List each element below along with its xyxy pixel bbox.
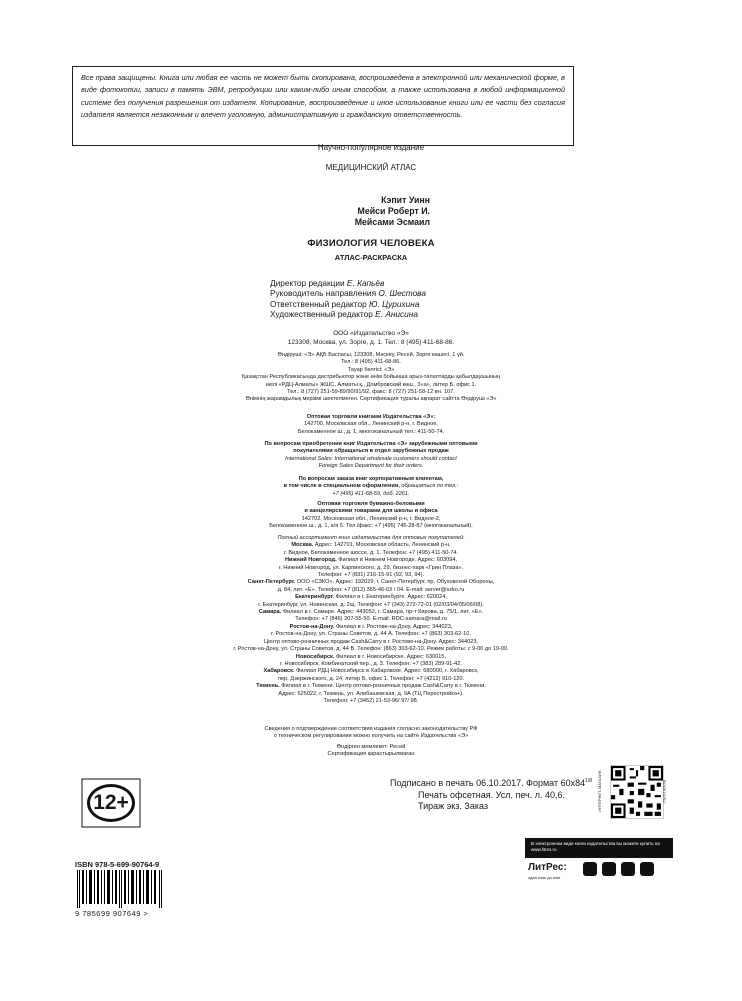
rights-notice xyxy=(72,66,574,146)
age-rating-text: 12+ xyxy=(93,791,129,814)
store-icons xyxy=(583,862,654,876)
ean-number: 9 785699 907649 > xyxy=(75,909,149,918)
wholesale-block: Оптовая торговля книгами Издательства «Э»: 142700, Московская обл., Ленинский р-н, г. Видное, Белокаменное ш., д. 1, многоканальный тел.: 411-50-74. xyxy=(297,414,445,435)
android-store-icon[interactable] xyxy=(602,862,616,876)
distributor-novosibirsk: Новосибирск. Филиал в г. Новосибирске. Адрес: 630015, г. Новосибирск, Комбинатский пер., д. 3. Телефон: +7 (383) 289-91-42. xyxy=(280,653,462,667)
qr-caption-left: ИНТЕРНЕТ-МАГАЗИН xyxy=(597,770,602,812)
foreign-sales-block: По вопросам приобретения книг Издательства «Э» зарубежными оптовыми покупателями обращаться в отдел зарубежных продаж International Sales: International wholesale customers should contact Foreign Sales Department for their orders. xyxy=(264,441,478,470)
staff-line: Художественный редактор Е. Анисина xyxy=(270,309,418,320)
edition-type: Научно-популярное издание xyxy=(317,143,425,152)
rights-notice-text: Все права защищены. Книга или любая ее часть не может быть скопирована, воспроизведена в электронной или механической форме, в виде фотокопии, записи в память ЭВМ, репродукции или каким-либо иным способом, а также использована в любой информационной системе без получения разрешения от издателя. Копирование, воспроизведение и иное использование книги или ее части без согласия издателя является незаконным и влечет уголовную, административную и гражданскую ответственность. xyxy=(81,73,565,120)
author: Кэпит Уинн xyxy=(381,195,430,205)
conformity-block: Сведения о подтверждении соответствия издания согласно законодательству РФ о техническом регулировании можно получить на сайте Издательства «Э» xyxy=(264,726,478,740)
windows-phone-icon[interactable] xyxy=(640,862,654,876)
litres-banner[interactable] xyxy=(525,838,673,858)
litres-logo[interactable]: ЛитРес: xyxy=(528,862,567,873)
distributor-nnovgorod: Нижний Новгород. Филиал в Нижнем Новгороде. Адрес: 603094, г. Нижний Новгород, ул. Карпинского, д. 29, бизнес-парк «Грин Плаза». Телефон: +7 (831) 216-15-91 (92, 93, 94). xyxy=(278,557,464,579)
corporate-block: По вопросам заказа книг корпоративным клиентам, в том числе в специальном оформлении, обращаться по тел.: +7 (495) 411-68-59, доб. 2261. xyxy=(283,476,459,497)
publisher-block xyxy=(0,329,742,347)
apple-store-icon[interactable] xyxy=(583,862,597,876)
publisher-name: ООО «Издательство «Э» xyxy=(333,330,409,337)
series-name: МЕДИЦИНСКИЙ АТЛАС xyxy=(325,163,417,172)
stationery-block: Оптовая торговля бумажно-беловыми и канцелярскими товарами для школы и офиса 142702, Московская обл., Ленинский р-н, г. Видное-2, Белокаменное ш., д. 1, а/я 5. Тел./факс: +7 (495) 745-28-87 (многоканальный). xyxy=(269,501,473,530)
windows-store-icon[interactable] xyxy=(621,862,635,876)
distributors-block xyxy=(0,535,742,705)
distributor-rostov: Ростов-на-Дону. Филиал в г. Ростове-на-Дону. Адрес: 344023, г. Ростов-на-Дону, ул. Страны Советов, д. 44 А. Телефон: +7 (863) 303-62-10. Центр оптово-розничных продаж Cash&Carry в г. Ростове-на-Дону. Адрес: 344023, г. Ростов-на-Дону, ул. Страны Советов, д. 44 В. Телефон: (863) 303-62-10. Режим работы: с 9-00 до 19-00. xyxy=(233,623,509,653)
kz-block: Өндіруші: «Э» АҚБ Баспасы, 123308, Мәскеу, Ресей, Зорге көшесі, 1 үй. Тел.: 8 (495) 411-68-86. Тауар белгісі: «Э» Қазақстан Республикасында дистрибьютор және өнім бойынша арыз-талаптарды қабылдаушының өкілі «РДЦ-Алматы» ЖШС, Алматы қ., Домбровский көш., 3«а», литер Б, офис 1. Тел.: 8 (727) 251-59-89/90/91/92, факс: 8 (727) 251-58-12 вн. 107. Өнімнің жарамдылық мерзімі шектелмеген. Сертификация туралы ақпарат сайтта Өндіруші «Э» xyxy=(241,352,501,403)
distributor-ekb: Екатеринбург. Филиал в г. Екатеринбурге. Адрес: 620024, г. Екатеринбург, ул. Новинская, д. 2щ. Телефон: +7 (343) 272-72-01 (02/03/04/05/06/08). xyxy=(258,594,484,608)
qr-code-icon[interactable] xyxy=(610,765,664,819)
qr-caption-right[interactable]: BOOK24.RU xyxy=(662,779,667,803)
barcode-icon xyxy=(75,870,165,908)
staff-line: Ответственный редактор Ю. Цурихина xyxy=(270,298,420,309)
author: Мейсами Эсмаил xyxy=(354,217,430,227)
litres-slogan: один клик до книг xyxy=(528,875,561,880)
book-title: ФИЗИОЛОГИЯ ЧЕЛОВЕКА xyxy=(307,238,435,249)
distributor-spb: Санкт-Петербург. ООО «СЗКО». Адрес: 192029, г. Санкт-Петербург, пр. Обуховской Обороны, д. 84, лит. «Е». Телефон: +7 (812) 365-46-03 / 04. E-mail: server@szko.ru xyxy=(247,579,495,593)
staff-line: Руководитель направления О. Шестова xyxy=(270,288,426,299)
litres-banner-text: В электронном виде книги издательства вы можете купить на www.litres.ru xyxy=(531,841,660,852)
distributor-tyumen: Тюмень. Филиал в г. Тюмени. Центр оптово-розничных продаж Cash&Carry в г. Тюмени. Адрес: 625022, г. Тюмень, ул. Алебашевская, д. 9А (ТЦ Перестройка+). Телефон: +7 (3452) 21-53-96/ 97/ 98. xyxy=(256,683,486,704)
book-subtitle: АТЛАС-РАСКРАСКА xyxy=(334,253,408,262)
isbn: ISBN 978-5-699-90764-9 xyxy=(75,860,160,869)
origin-block: Өндірген мемлекет: Ресей Сертификация қарастырылмаған xyxy=(327,744,415,758)
staff-list xyxy=(270,278,520,320)
staff-line: Директор редакции Е. Капьёв xyxy=(270,278,385,288)
publisher-address: 123308, Москва, ул. Зорге, д. 1. Тел.: 8 (495) 411-68-86. xyxy=(287,339,455,346)
imprint-block: Подписано в печать 06.10.2017. Формат $60x84^{1/8}$ Печать офсетная. Усл. печ. л. 40,6. Тираж экз. Заказ xyxy=(390,778,593,811)
author: Мейси Роберт И. xyxy=(357,206,430,216)
distributor-moscow: Москва. Адрес: 142701, Московская область, Ленинский р-н, г. Видное, Белокаменное шоссе, д. 1. Телефон: +7 (495) 411-50-74. xyxy=(283,542,459,556)
distributor-khabarovsk: Хабаровск. Филиал РДЦ Новосибирск в Хабаровске. Адрес: 680000, г. Хабаровск, пер. Дзержинского, д. 24, литер Б, офис 1. Телефон: +7 (4212) 910-120. xyxy=(263,668,479,682)
authors xyxy=(320,195,430,228)
distributors-intro: Полный ассортимент книг издательства для оптовых покупателей: xyxy=(277,535,465,541)
distributor-samara: Самара. Филиал в г. Самаре. Адрес: 443052, г. Самара, пр-т Кирова, д. 75/1, лит. «Е». Телефон: +7 (846) 207-55-50. E-mail: RDC-samara@mail.ru xyxy=(258,609,484,623)
age-rating-badge xyxy=(76,775,146,831)
